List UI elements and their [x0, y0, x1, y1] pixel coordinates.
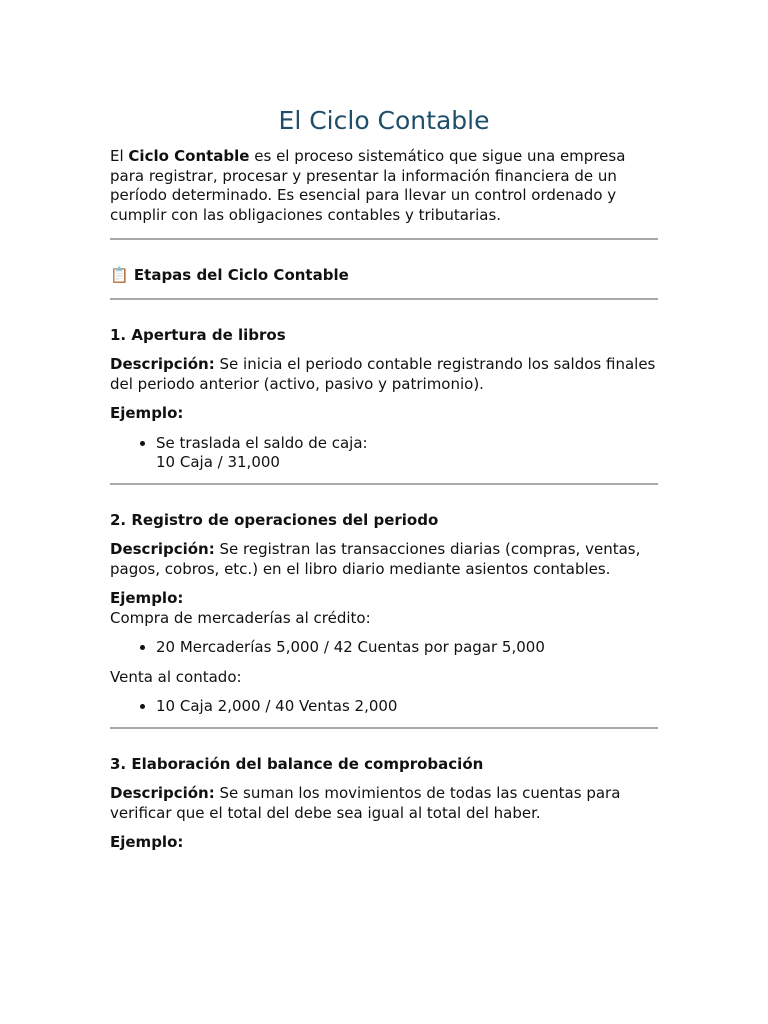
- step-2-sub2: Venta al contado:: [110, 667, 242, 686]
- step-1-bullet-line2: 10 Caja / 31,000: [156, 453, 280, 471]
- intro-bold-term: Ciclo Contable: [128, 147, 250, 165]
- document-title: El Ciclo Contable: [278, 106, 490, 135]
- step-1-example-list: [110, 434, 658, 473]
- intro-rest: es el proceso sistemático que sigue una empresa para registrar, procesar y presentar la información financiera de un período determinado. Es esencial para llevar un control ordenado y cumplir con las obligaciones contables y tributarias.: [110, 147, 626, 224]
- intro-paragraph: [110, 147, 658, 225]
- list-item: [156, 434, 658, 473]
- step-2-example-list-1: [110, 638, 658, 658]
- step-3-description-text: Se suman los movimientos de todas las cuentas para verificar que el total del debe sea igual al total del haber.: [110, 784, 621, 822]
- step-1-description-text: Se inicia el periodo contable registrando los saldos finales del periodo anterior (activo, pasivo y patrimonio).: [110, 355, 656, 393]
- descripcion-label: Descripción:: [110, 784, 215, 802]
- etapas-heading: 📋 Etapas del Ciclo Contable: [110, 266, 349, 284]
- step-2-example-list-2: [110, 697, 658, 717]
- step-1-bullet-line1: Se traslada el saldo de caja:: [156, 433, 368, 452]
- list-item: • 10 Caja 2,000 / 40 Ventas 2,000: [156, 697, 658, 717]
- descripcion-label: Descripción:: [110, 540, 215, 558]
- step-3-description: [110, 784, 658, 823]
- intro-prefix: El: [110, 147, 129, 165]
- list-item: • 20 Mercaderías 5,000 / 42 Cuentas por pagar 5,000: [156, 638, 658, 658]
- step-2-sub1: Compra de mercaderías al crédito:: [110, 608, 371, 627]
- step-1-description: [110, 355, 658, 394]
- step-2-description-text: Se registran las transacciones diarias (compras, ventas, pagos, cobros, etc.) en el libro diario mediante asientos contables.: [110, 540, 641, 578]
- document-page: [110, 105, 658, 863]
- step-3-ejemplo-label: Ejemplo:: [110, 833, 184, 851]
- step-2-title: 2. Registro de operaciones del periodo: [110, 510, 439, 529]
- step-1-ejemplo-label: Ejemplo:: [110, 404, 184, 422]
- step-2-ejemplo-label: Ejemplo:: [110, 589, 184, 607]
- descripcion-label: Descripción:: [110, 355, 215, 373]
- step-1-title: 1. Apertura de libros: [110, 325, 286, 344]
- step-3-title: 3. Elaboración del balance de comprobación: [110, 754, 484, 773]
- step-2-description: [110, 540, 658, 579]
